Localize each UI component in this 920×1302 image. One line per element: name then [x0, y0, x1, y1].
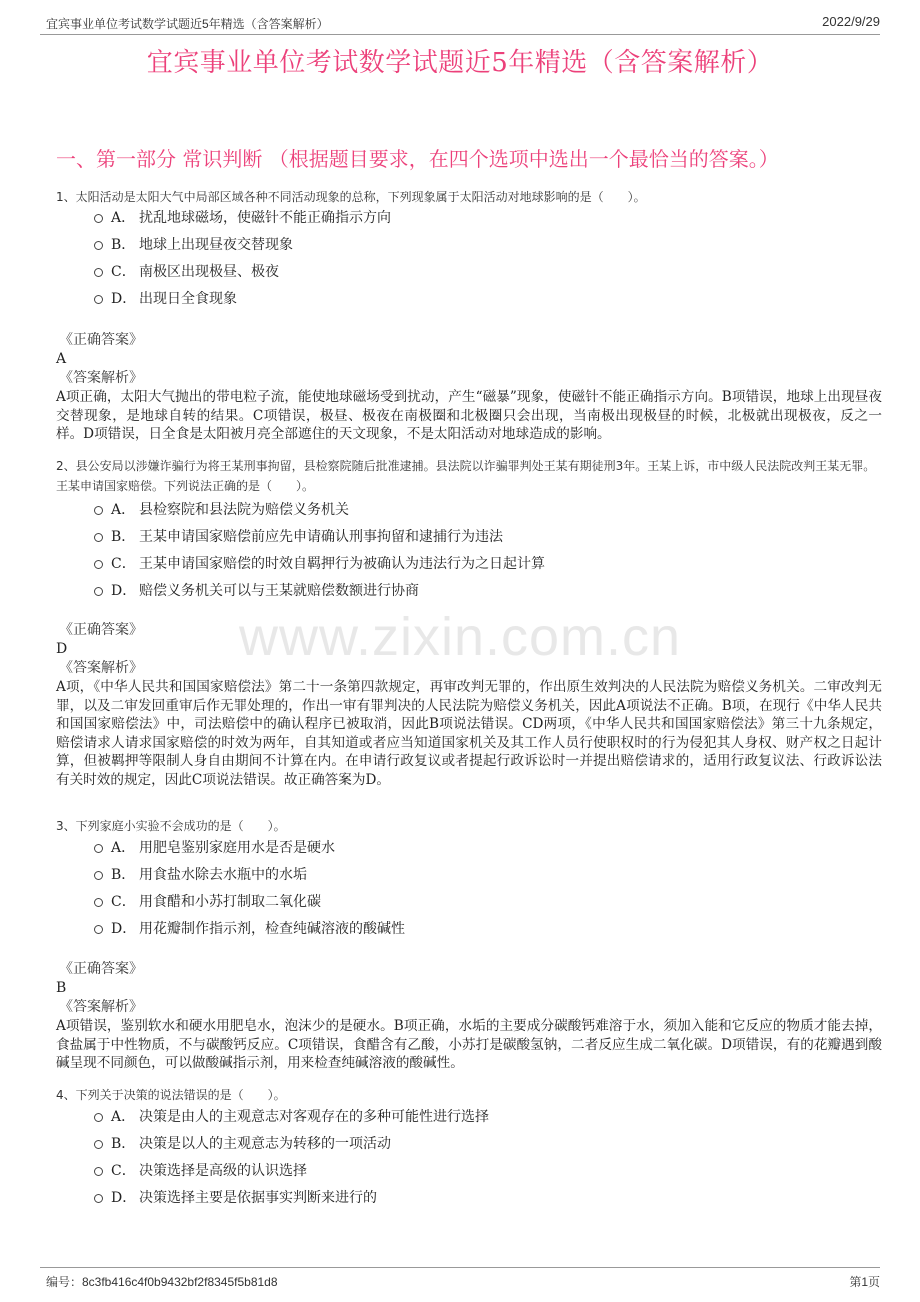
radio-icon[interactable]: [94, 898, 103, 907]
document-code: 编号：8c3fb416c4f0b9432bf2f8345f5b81d8: [46, 1275, 278, 1289]
answer-label: 《正确答案》: [59, 961, 143, 977]
option-b[interactable]: B． 地球上出现昼夜交替现象: [56, 232, 882, 259]
radio-icon[interactable]: [94, 560, 103, 569]
page-header: [40, 12, 880, 35]
question-3: [56, 816, 882, 943]
option-b[interactable]: B． 用食盐水除去水瓶中的水垢: [56, 862, 882, 889]
radio-icon[interactable]: [94, 1140, 103, 1149]
header-doc-name: 宜宾事业单位考试数学试题近5年精选（含答案解析）: [46, 17, 329, 31]
option-d[interactable]: D． 赔偿义务机关可以与王某就赔偿数额进行协商: [56, 578, 882, 605]
radio-icon[interactable]: [94, 506, 103, 515]
question-stem: 1、太阳活动是太阳大气中局部区域各种不同活动现象的总称，下列现象属于太阳活动对地球影响的是（ ）。: [56, 190, 646, 204]
option-a[interactable]: A． 用肥皂鉴别家庭用水是否是硬水: [56, 835, 882, 862]
radio-icon[interactable]: [94, 1113, 103, 1122]
option-c[interactable]: C． 南极区出现极昼、极夜: [56, 259, 882, 286]
radio-icon[interactable]: [94, 1194, 103, 1203]
radio-icon[interactable]: [94, 587, 103, 596]
document-title: 宜宾事业单位考试数学试题近5年精选（含答案解析）: [146, 48, 774, 78]
section-title: 一、第一部分 常识判断 （根据题目要求，在四个选项中选出一个最恰当的答案。）: [56, 147, 779, 171]
question-stem: 4、下列关于决策的说法错误的是（ ）。: [56, 1088, 286, 1102]
option-c[interactable]: C． 用食醋和小苏打制取二氧化碳: [56, 889, 882, 916]
option-list: [56, 1104, 882, 1212]
answer-label: 《正确答案》: [59, 332, 143, 348]
watermark: www.zixin.com.cn: [238, 607, 682, 667]
option-list: [56, 835, 882, 943]
option-b[interactable]: B． 决策是以人的主观意志为转移的一项活动: [56, 1131, 882, 1158]
question-4: [56, 1085, 882, 1212]
radio-icon[interactable]: [94, 871, 103, 880]
option-d[interactable]: D． 出现日全食现象: [56, 286, 882, 313]
question-stem: 3、下列家庭小实验不会成功的是（ ）。: [56, 819, 286, 833]
radio-icon[interactable]: [94, 844, 103, 853]
radio-icon[interactable]: [94, 268, 103, 277]
option-d[interactable]: D． 决策选择主要是依据事实判断来进行的: [56, 1185, 882, 1212]
analysis-text: A项，《中华人民共和国国家赔偿法》第二十一条第四款规定，再审改判无罪的，作出原生效判决的人民法院为赔偿义务机关。二审改判无罪，以及二审发回重审后作无罪处理的，作出一审有罪判决的人民法院为赔偿义务机关，因此A项说法不正确。B项，在现行《中华人民共和国国家赔偿法》中，司法赔偿中的确认程序已被取消，因此B项说法错误。CD两项，《中华人民共和国国家赔偿法》第三十九条规定，赔偿请求人请求国家赔偿的时效为两年，自其知道或者应当知道国家机关及其工作人员行使职权时的行为侵犯其人身权、财产权之日起计算，但被羁押等限制人身自由期间不计算在内。在申请行政复议或者提起行政诉讼时一并提出赔偿请求的，适用行政复议法、行政诉讼法有关时效的规定，因此C项说法错误。故正确答案为D。: [56, 679, 882, 788]
option-c[interactable]: C． 决策选择是高级的认识选择: [56, 1158, 882, 1185]
radio-icon[interactable]: [94, 295, 103, 304]
option-a[interactable]: A． 县检察院和县法院为赔偿义务机关: [56, 497, 882, 524]
answer-block-3: [56, 960, 882, 1073]
option-b[interactable]: B． 王某申请国家赔偿前应先申请确认刑事拘留和逮捕行为违法: [56, 524, 882, 551]
option-c[interactable]: C． 王某申请国家赔偿的时效自羁押行为被确认为违法行为之日起计算: [56, 551, 882, 578]
radio-icon[interactable]: [94, 241, 103, 250]
page-number: 第1页: [849, 1275, 880, 1289]
answer-block-1: [56, 331, 882, 444]
answer-value: B: [56, 980, 67, 996]
analysis-label: 《答案解析》: [59, 660, 143, 676]
analysis-label: 《答案解析》: [59, 999, 143, 1015]
answer-value: A: [56, 351, 67, 367]
answer-label: 《正确答案》: [59, 622, 143, 638]
header-date: 2022/9/29: [822, 14, 880, 29]
page-footer: [40, 1267, 880, 1292]
option-a[interactable]: A． 决策是由人的主观意志对客观存在的多种可能性进行选择: [56, 1104, 882, 1131]
analysis-text: A项正确，太阳大气抛出的带电粒子流，能使地球磁场受到扰动，产生“磁暴”现象，使磁针不能正确指示方向。B项错误，地球上出现昼夜交替现象，是地球自转的结果。C项错误，极昼、极夜在南极圈和北极圈只会出现，当南极出现极昼的时候，北极就出现极夜，反之一样。D项错误，日全食是太阳被月亮全部遮住的天文现象，不是太阳活动对地球造成的影响。: [56, 389, 882, 442]
question-1: [56, 187, 882, 313]
answer-value: D: [56, 641, 68, 657]
radio-icon[interactable]: [94, 214, 103, 223]
radio-icon[interactable]: [94, 925, 103, 934]
option-d[interactable]: D． 用花瓣制作指示剂，检查纯碱溶液的酸碱性: [56, 916, 882, 943]
answer-block-2: [56, 621, 882, 789]
option-a[interactable]: A． 扰乱地球磁场，使磁针不能正确指示方向: [56, 205, 882, 232]
question-stem: 2、县公安局以涉嫌诈骗行为将王某刑事拘留，县检察院随后批准逮捕。县法院以诈骗罪判处王某有期徒刑3年。王某上诉，市中级人民法院改判王某无罪。王某申请国家赔偿。下列说法正确的是（ ）。: [56, 459, 876, 493]
analysis-text: A项错误，鉴别软水和硬水用肥皂水，泡沫少的是硬水。B项正确，水垢的主要成分碳酸钙难溶于水，须加入能和它反应的物质才能去掉，食盐属于中性物质，不与碳酸钙反应。C项错误，食醋含有乙酸，小苏打是碳酸氢钠，二者反应生成二氧化碳。D项错误，有的花瓣遇到酸碱呈现不同颜色，可以做酸碱指示剂，用来检查纯碱溶液的酸碱性。: [56, 1018, 882, 1071]
question-2: [56, 456, 882, 605]
option-list: [56, 497, 882, 605]
option-list: [56, 205, 882, 313]
analysis-label: 《答案解析》: [59, 370, 143, 386]
radio-icon[interactable]: [94, 533, 103, 542]
radio-icon[interactable]: [94, 1167, 103, 1176]
